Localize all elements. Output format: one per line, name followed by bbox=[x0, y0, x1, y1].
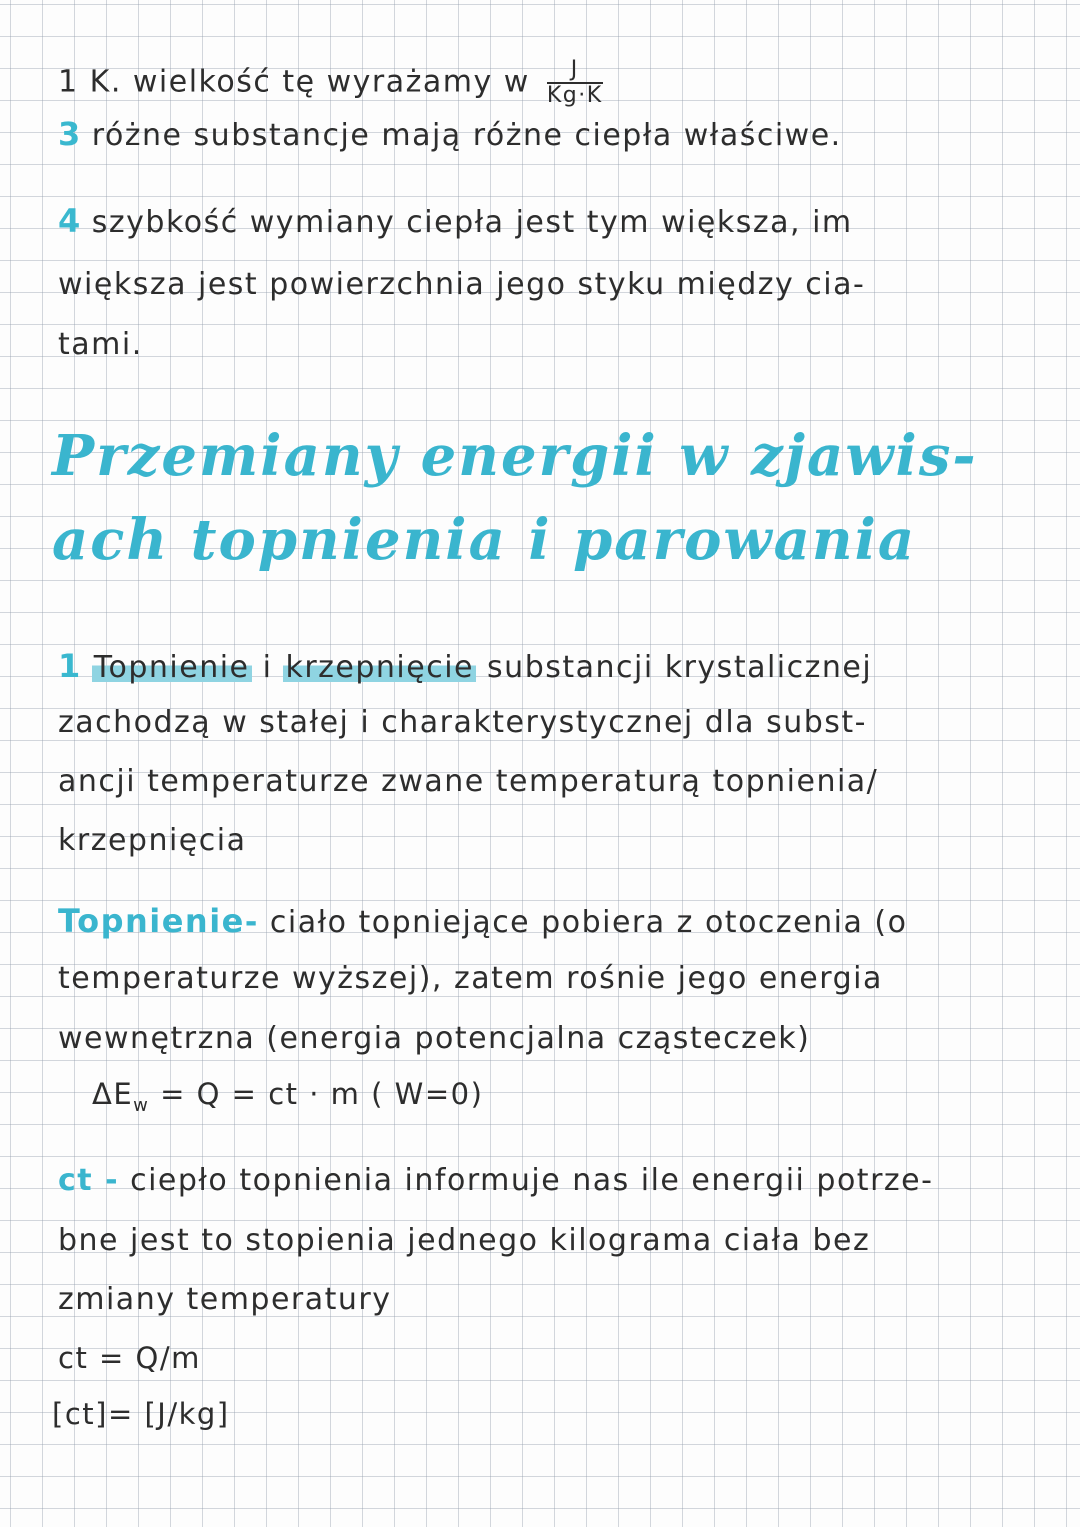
line-rate bbox=[58, 202, 853, 240]
paragraph-heat-of-fusion-line-3: zmiany temperatury bbox=[58, 1282, 392, 1317]
paragraph-melting-line-2: temperaturze wyższej), zatem rośnie jego energia bbox=[58, 961, 883, 996]
line-text: ciało topniejące pobiera z otoczenia (o bbox=[269, 905, 908, 940]
paragraph-heat-of-fusion-line-1 bbox=[58, 1163, 934, 1198]
unit-fraction bbox=[547, 58, 603, 108]
highlighted-term-melting: Topnienie bbox=[93, 650, 250, 685]
item-number: 4 bbox=[58, 202, 82, 240]
line-unit bbox=[58, 58, 603, 108]
line-bodies bbox=[58, 327, 143, 362]
formula-unit: [ct]= [J/kg] bbox=[52, 1397, 230, 1431]
item-number: 1 bbox=[58, 64, 79, 100]
item-number: 1 bbox=[58, 647, 82, 685]
section-heading-line-1: Przemiany energii w zjawis- bbox=[52, 423, 978, 489]
line-text: szybkość wymiany ciepła jest tym większa, im bbox=[91, 205, 853, 240]
paragraph-melting-freezing-line-4: krzepnięcia bbox=[58, 823, 247, 858]
paragraph-melting-line-3: wewnętrzna (energia potencjalna cząsteczek) bbox=[58, 1021, 811, 1056]
paragraph-melting-freezing-line-2: zachodzą w stałej i charakterystycznej dla subst- bbox=[58, 705, 867, 740]
formula-part: ΔE bbox=[92, 1077, 134, 1111]
line-text: ciepło topnienia informuje nas ile energii potrze- bbox=[130, 1163, 934, 1198]
line-surface bbox=[58, 267, 866, 302]
section-heading-line-2: ach topnienia i parowania bbox=[52, 507, 917, 573]
line-text: większa jest powierzchnia jego styku między cia- bbox=[58, 267, 866, 302]
fraction-numerator: J bbox=[547, 58, 603, 84]
line-substances bbox=[58, 115, 842, 153]
term-melting: Topnienie bbox=[58, 902, 245, 940]
fraction-denominator: Kg·K bbox=[546, 83, 603, 109]
formula-heat-of-fusion: ct = Q/m bbox=[58, 1341, 201, 1375]
line-text: różne substancje mają różne ciepła właściwe. bbox=[91, 118, 842, 153]
line-text: substancji krystalicznej bbox=[487, 650, 873, 685]
paragraph-melting-freezing-line-1 bbox=[58, 647, 873, 685]
unit-text: K. wielkość tę wyrażamy w bbox=[89, 64, 530, 100]
highlighted-term-freezing: krzepnięcie bbox=[285, 650, 474, 685]
paragraph-heat-of-fusion-line-2: bne jest to stopienia jednego kilograma ciała bez bbox=[58, 1223, 871, 1258]
paragraph-melting-line-1 bbox=[58, 902, 908, 940]
item-number: 3 bbox=[58, 115, 82, 153]
paragraph-melting-freezing-line-3: ancji temperaturze zwane temperaturą topnienia/ bbox=[58, 764, 879, 799]
formula-part: = Q = ct · m ( W=0) bbox=[149, 1077, 484, 1111]
line-text: tami. bbox=[58, 327, 143, 362]
formula-internal-energy bbox=[92, 1077, 484, 1116]
term-dash: - bbox=[244, 905, 259, 940]
conjunction: i bbox=[262, 650, 273, 685]
term-heat-of-fusion: ct - bbox=[58, 1163, 120, 1198]
formula-subscript: w bbox=[133, 1094, 150, 1116]
